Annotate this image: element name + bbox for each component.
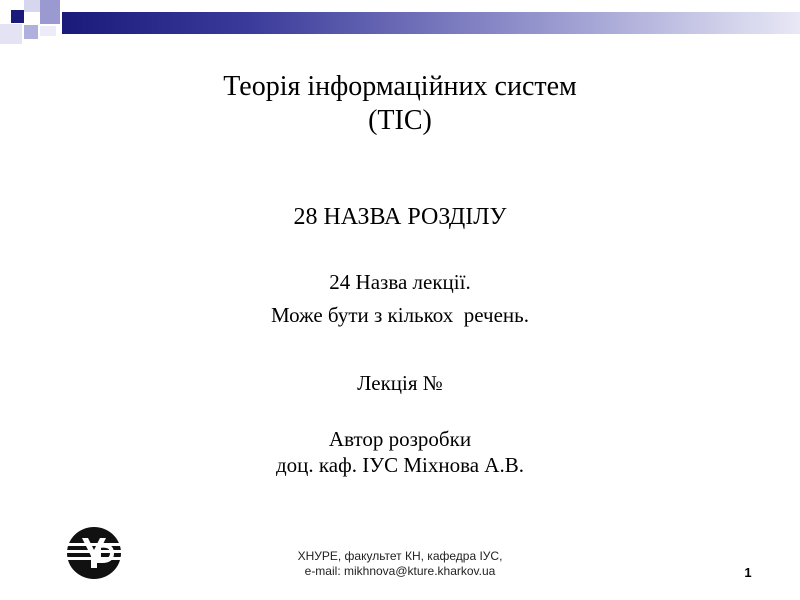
footer-line-1: ХНУРЕ, факультет КН, кафедра ІУС, bbox=[297, 549, 503, 563]
author-line-2: доц. каф. ІУС Міхнова А.В. bbox=[276, 453, 524, 477]
deco-square bbox=[40, 0, 60, 24]
header-gradient-bar bbox=[62, 12, 800, 34]
author-line-1: Автор розробки bbox=[328, 427, 472, 451]
deco-square bbox=[0, 24, 22, 44]
deco-square bbox=[24, 0, 40, 12]
deco-square bbox=[11, 10, 24, 23]
author-block bbox=[0, 426, 800, 478]
title-line-1: Теорія інформаційних систем bbox=[223, 71, 577, 102]
page-number: 1 bbox=[744, 565, 752, 580]
title-line-2: (ТІС) bbox=[368, 105, 432, 136]
lecture-line-2: Може бути з кількох речень. bbox=[271, 303, 529, 327]
lecture-name bbox=[0, 266, 800, 332]
footer-email[interactable]: e-mail: mikhnova@kture.kharkov.ua bbox=[304, 564, 496, 578]
university-logo-icon bbox=[66, 526, 122, 580]
deco-square bbox=[40, 26, 56, 36]
slide-title bbox=[0, 70, 800, 138]
footer-info bbox=[270, 549, 530, 579]
lecture-line-1: 24 Назва лекції. bbox=[329, 270, 471, 294]
section-heading: 28 НАЗВА РОЗДІЛУ bbox=[293, 204, 507, 230]
lecture-number: Лекція № bbox=[357, 371, 443, 395]
deco-square bbox=[24, 25, 38, 39]
